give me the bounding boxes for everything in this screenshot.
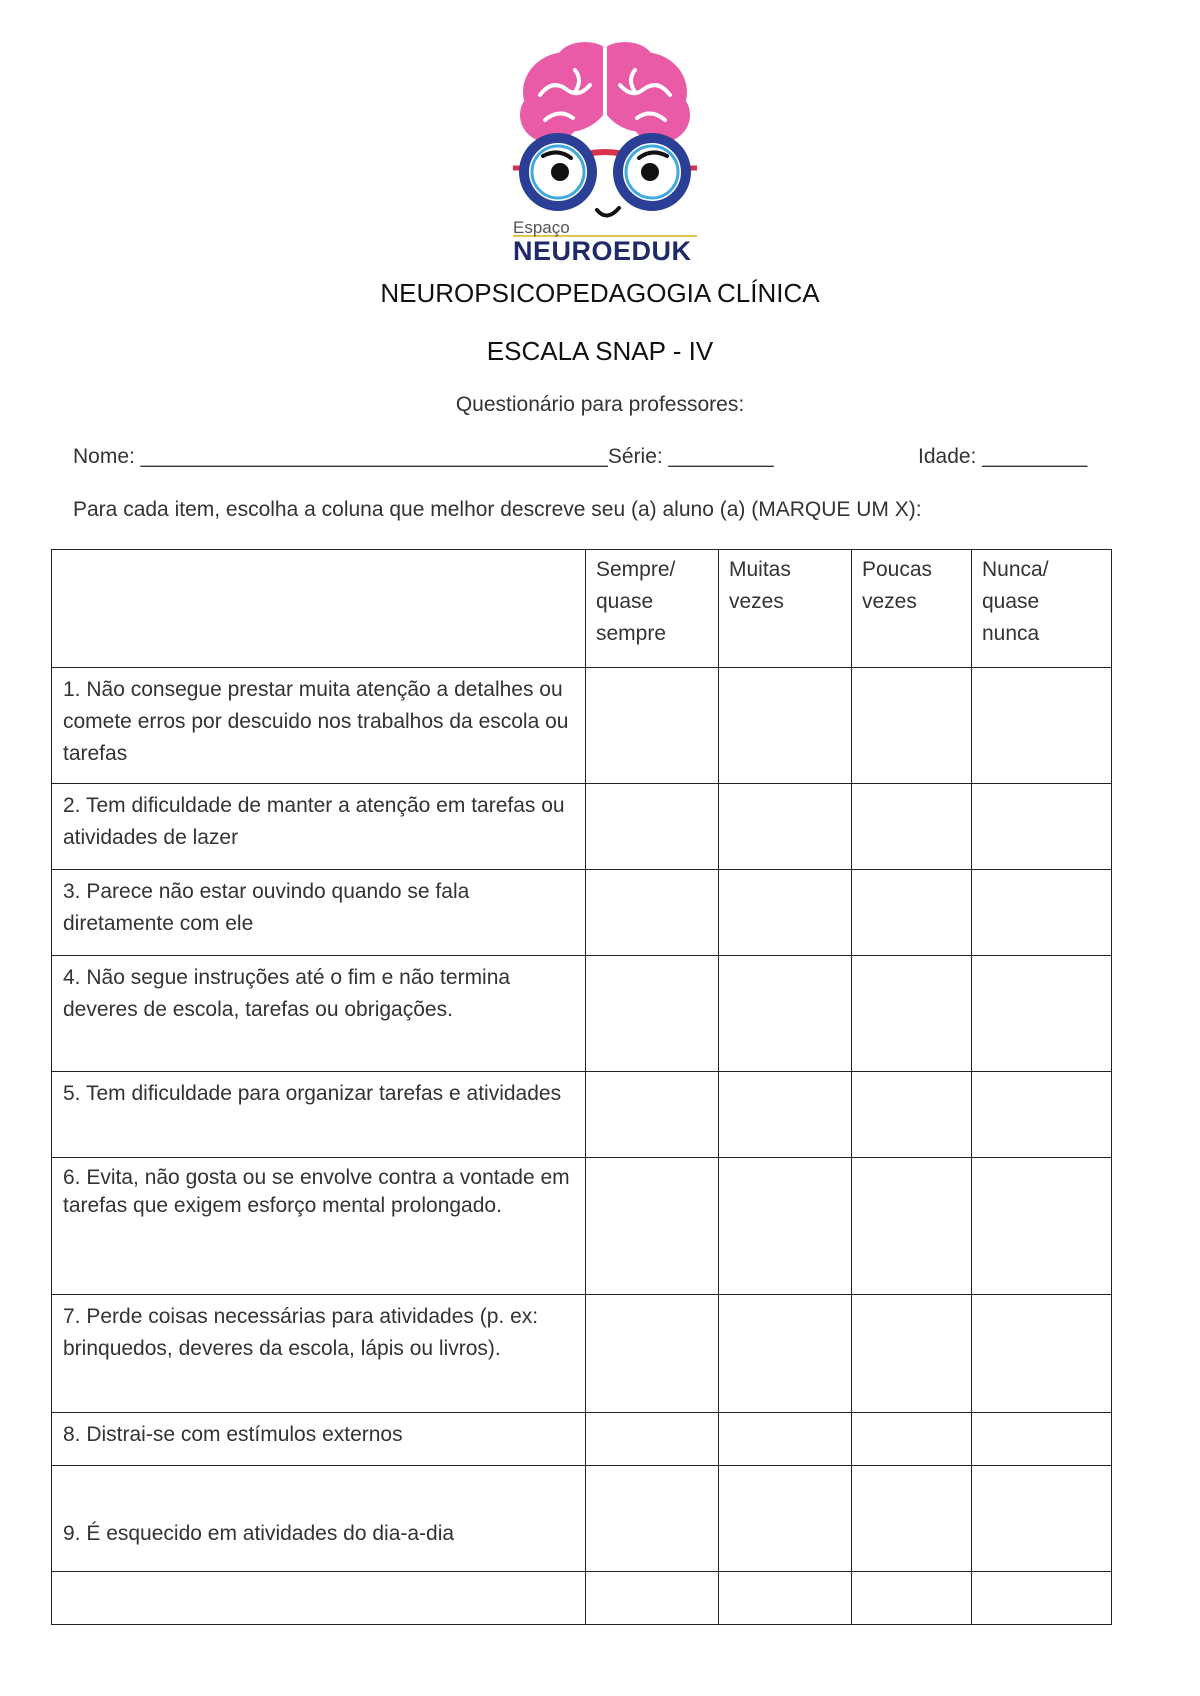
answer-cell-often[interactable] xyxy=(719,1072,852,1158)
table-row xyxy=(52,1295,1112,1413)
table-row xyxy=(52,956,1112,1072)
header-empty-cell xyxy=(52,550,586,668)
document-title: NEUROPSICOPEDAGOGIA CLÍNICA xyxy=(380,278,820,308)
table-row xyxy=(52,870,1112,956)
answer-cell-always[interactable] xyxy=(586,1158,719,1295)
answer-cell-always[interactable] xyxy=(586,1572,719,1625)
item-cell xyxy=(52,668,586,784)
item-text: 5. Tem dificuldade para organizar tarefas e atividades xyxy=(63,1082,562,1105)
answer-cell-often[interactable] xyxy=(719,1413,852,1466)
answer-cell-sometimes[interactable] xyxy=(852,1072,972,1158)
brain-glasses-logo-icon xyxy=(505,40,705,240)
table-row xyxy=(52,1072,1112,1158)
answer-cell-often[interactable] xyxy=(719,870,852,956)
item-text: 7. Perde coisas necessárias para atividades (p. ex: brinquedos, deveres da escola, lápis ou livros). xyxy=(63,1305,539,1360)
item-cell xyxy=(52,1572,586,1625)
answer-cell-often[interactable] xyxy=(719,1295,852,1413)
table-row xyxy=(52,1572,1112,1625)
answer-cell-always[interactable] xyxy=(586,784,719,870)
answer-cell-always[interactable] xyxy=(586,956,719,1072)
item-cell xyxy=(52,784,586,870)
answer-cell-never[interactable] xyxy=(972,1466,1112,1572)
answer-cell-often[interactable] xyxy=(719,1158,852,1295)
item-text xyxy=(52,1572,585,1578)
answer-cell-sometimes[interactable] xyxy=(852,668,972,784)
snap-iv-table xyxy=(51,549,1112,1625)
table-row xyxy=(52,668,1112,784)
table-row xyxy=(52,784,1112,870)
table-header-row xyxy=(52,550,1112,668)
answer-cell-never[interactable] xyxy=(972,668,1112,784)
brand-name: NEUROEDUK xyxy=(513,236,692,266)
item-text: 9. É esquecido em atividades do dia-a-dia xyxy=(63,1522,455,1545)
item-text: 3. Parece não estar ouvindo quando se fala diretamente com ele xyxy=(63,880,470,935)
item-text: 6. Evita, não gosta ou se envolve contra a vontade em tarefas que exigem esforço mental prolongado. xyxy=(63,1166,570,1217)
table-row xyxy=(52,1413,1112,1466)
item-text: 8. Distrai-se com estímulos externos xyxy=(63,1423,403,1446)
table-row xyxy=(52,1466,1112,1572)
answer-cell-sometimes[interactable] xyxy=(852,956,972,1072)
answer-cell-sometimes[interactable] xyxy=(852,1572,972,1625)
answer-cell-never[interactable] xyxy=(972,956,1112,1072)
answer-cell-never[interactable] xyxy=(972,870,1112,956)
answer-cell-sometimes[interactable] xyxy=(852,1295,972,1413)
age-field[interactable]: Idade: _________ xyxy=(918,445,1088,468)
answer-cell-always[interactable] xyxy=(586,1295,719,1413)
answer-cell-never[interactable] xyxy=(972,1295,1112,1413)
answer-cell-never[interactable] xyxy=(972,1572,1112,1625)
answer-cell-never[interactable] xyxy=(972,1413,1112,1466)
item-text: 4. Não segue instruções até o fim e não termina deveres de escola, tarefas ou obrigações. xyxy=(63,966,511,1021)
answer-cell-often[interactable] xyxy=(719,1572,852,1625)
answer-cell-sometimes[interactable] xyxy=(852,1158,972,1295)
item-cell xyxy=(52,1158,586,1295)
instructions-text: Para cada item, escolha a coluna que melhor descreve seu (a) aluno (a) (MARQUE UM X): xyxy=(73,498,922,521)
column-header-always: Sempre/ quase sempre xyxy=(586,550,719,668)
brand-small-text: Espaço xyxy=(513,218,570,237)
item-text: 1. Não consegue prestar muita atenção a detalhes ou comete erros por descuido nos trabalhos da escola ou tarefas xyxy=(63,678,569,765)
answer-cell-sometimes[interactable] xyxy=(852,870,972,956)
item-cell xyxy=(52,1413,586,1466)
answer-cell-always[interactable] xyxy=(586,1072,719,1158)
answer-cell-never[interactable] xyxy=(972,1072,1112,1158)
answer-cell-always[interactable] xyxy=(586,668,719,784)
answer-cell-often[interactable] xyxy=(719,1466,852,1572)
item-cell xyxy=(52,1466,586,1572)
answer-cell-sometimes[interactable] xyxy=(852,1466,972,1572)
answer-cell-never[interactable] xyxy=(972,784,1112,870)
answer-cell-often[interactable] xyxy=(719,784,852,870)
answer-cell-never[interactable] xyxy=(972,1158,1112,1295)
column-header-sometimes: Poucas vezes xyxy=(852,550,972,668)
item-cell xyxy=(52,870,586,956)
answer-cell-sometimes[interactable] xyxy=(852,784,972,870)
column-header-never: Nunca/ quase nunca xyxy=(972,550,1112,668)
answer-cell-always[interactable] xyxy=(586,870,719,956)
item-text: 2. Tem dificuldade de manter a atenção em tarefas ou atividades de lazer xyxy=(63,794,565,849)
answer-cell-always[interactable] xyxy=(586,1413,719,1466)
answer-cell-often[interactable] xyxy=(719,956,852,1072)
scale-title: ESCALA SNAP - IV xyxy=(486,336,714,366)
item-cell xyxy=(52,1072,586,1158)
answer-cell-always[interactable] xyxy=(586,1466,719,1572)
name-series-field[interactable]: Nome: ________________________________________Série: _________ xyxy=(73,445,774,468)
item-cell xyxy=(52,956,586,1072)
item-cell xyxy=(52,1295,586,1413)
table-row xyxy=(52,1158,1112,1295)
answer-cell-often[interactable] xyxy=(719,668,852,784)
questionnaire-label: Questionário para professores: xyxy=(455,393,745,416)
answer-cell-sometimes[interactable] xyxy=(852,1413,972,1466)
column-header-often: Muitas vezes xyxy=(719,550,852,668)
